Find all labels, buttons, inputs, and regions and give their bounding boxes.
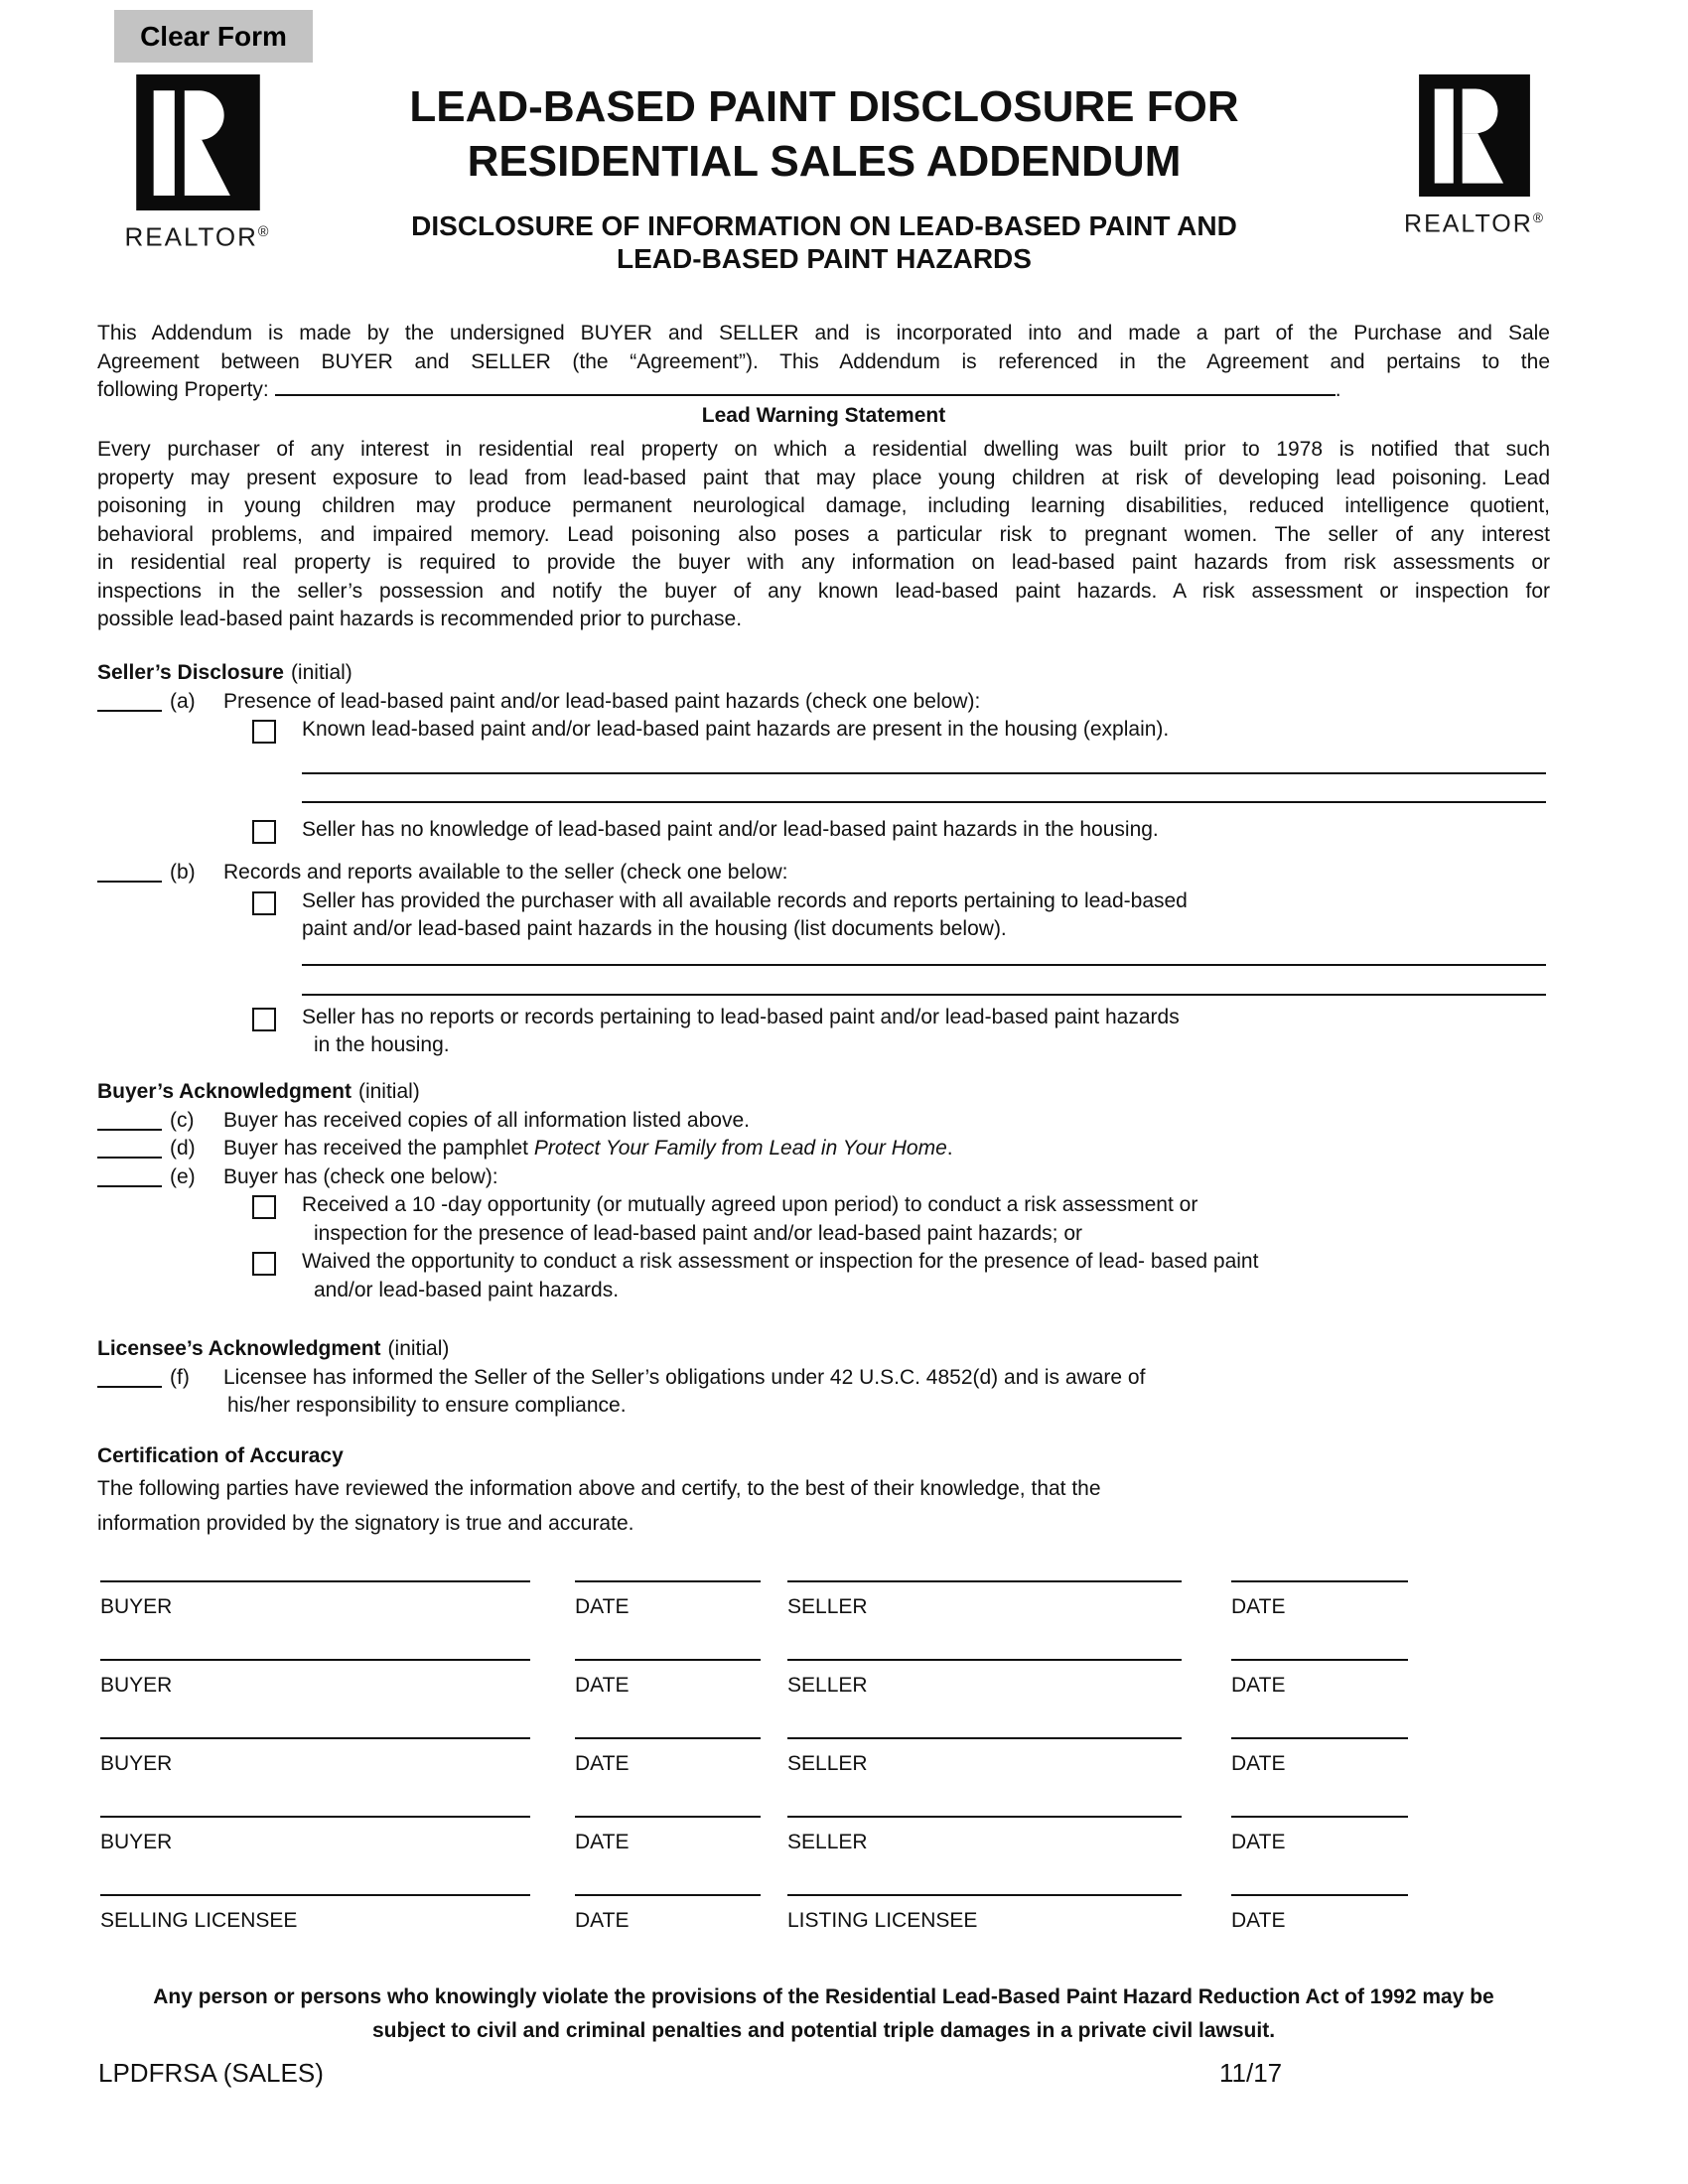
initial-field-d[interactable] [97, 1139, 162, 1159]
selling-licensee-signature-field[interactable]: SELLING LICENSEE [100, 1894, 530, 1933]
checkbox-no-knowledge[interactable] [252, 820, 276, 844]
lead-warning-heading: Lead Warning Statement [701, 404, 946, 427]
date-field[interactable]: DATE [1231, 1737, 1408, 1776]
realtor-r-icon [1415, 74, 1534, 197]
option-10-day-opportunity: Received a 10 -day opportunity (or mutually agreed upon period) to conduct a risk assessment or inspection for the presence of lead-based paint and/or lead-based paint hazards; or [97, 1191, 1550, 1248]
licensee-acknowledgment-section [97, 1335, 1550, 1421]
form-subtitle: DISCLOSURE OF INFORMATION ON LEAD-BASED PAINT AND LEAD-BASED PAINT HAZARDS [411, 210, 1237, 274]
documents-line-1[interactable] [302, 944, 1546, 966]
seller-signature-field[interactable]: SELLER [787, 1816, 1182, 1854]
legal-notice: Any person or persons who knowingly violate the provisions of the Residential Lead-Based Paint Hazard Reduction Act of 1992 may be subject to civil and criminal penalties and potential triple damages in a private civil lawsuit. [153, 1985, 1494, 2042]
initial-field-c[interactable] [97, 1111, 162, 1131]
checkbox-10-day-opportunity[interactable] [252, 1195, 276, 1219]
form-title-block [278, 79, 1370, 275]
option-records-provided: Seller has provided the purchaser with all available records and reports pertaining to lead-based paint and/or lead-based paint hazards in the housing (list documents below). [97, 887, 1550, 944]
item-f: (f) Licensee has informed the Seller of the Seller’s obligations under 42 U.S.C. 4852(d) and is aware of his/her responsibility to ensure compliance. [97, 1364, 1550, 1421]
documents-line-2[interactable] [302, 966, 1546, 996]
date-field[interactable]: DATE [575, 1737, 761, 1776]
item-a: (a) Presence of lead-based paint and/or lead-based paint hazards (check one below): [97, 688, 1550, 717]
initial-field-e[interactable] [97, 1167, 162, 1187]
item-e: (e) Buyer has (check one below): [97, 1163, 1550, 1192]
certification-section: Certification of Accuracy The following parties have reviewed the information above and certify, to the best of their knowledge, that the information provided by the signatory is true and accurate. [97, 1442, 1550, 1541]
date-field[interactable]: DATE [1231, 1659, 1408, 1698]
date-field[interactable]: DATE [1231, 1894, 1408, 1933]
page-title: RESIDENTIAL SALES ADDENDUM [467, 137, 1182, 186]
checkbox-known-lead-paint[interactable] [252, 720, 276, 744]
realtor-wordmark: REALTOR® [124, 221, 271, 252]
sellers-disclosure-section [97, 659, 1550, 1060]
date-field[interactable]: DATE [575, 1894, 761, 1933]
buyer-signature-field[interactable]: BUYER [100, 1580, 530, 1619]
section-heading: Seller’s Disclosure (initial) [97, 661, 352, 684]
buyers-acknowledgment-section [97, 1078, 1550, 1304]
explain-line-1[interactable] [302, 747, 1546, 774]
checkbox-waived-opportunity[interactable] [252, 1252, 276, 1276]
clear-form-button[interactable]: Clear Form [114, 10, 313, 63]
explain-line-2[interactable] [302, 774, 1546, 803]
signature-row [97, 1737, 1550, 1816]
signature-block [97, 1580, 1550, 1973]
realtor-wordmark: REALTOR® [1404, 209, 1545, 238]
signature-row [97, 1659, 1550, 1737]
realtor-r-icon [133, 74, 263, 210]
option-no-knowledge: Seller has no knowledge of lead-based paint and/or lead-based paint hazards in the housing. [97, 816, 1550, 845]
date-field[interactable]: DATE [1231, 1816, 1408, 1854]
option-waived-opportunity: Waived the opportunity to conduct a risk assessment or inspection for the presence of lead- based paint and/or lead-based paint hazards. [97, 1248, 1550, 1304]
form-revision-date: 11/17 [1219, 2058, 1283, 2088]
checkbox-no-records[interactable] [252, 1008, 276, 1031]
buyer-signature-field[interactable]: BUYER [100, 1737, 530, 1776]
option-known-lead-paint: Known lead-based paint and/or lead-based paint hazards are present in the housing (explain). [97, 716, 1550, 745]
seller-signature-field[interactable]: SELLER [787, 1737, 1182, 1776]
property-address-field[interactable] [275, 377, 1336, 396]
date-field[interactable]: DATE [575, 1580, 761, 1619]
date-field[interactable]: DATE [1231, 1580, 1408, 1619]
initial-field-b[interactable] [97, 863, 162, 883]
initial-field-a[interactable] [97, 692, 162, 712]
seller-signature-field[interactable]: SELLER [787, 1580, 1182, 1619]
lead-warning-paragraph: Every purchaser of any interest in residential real property on which a residential dwelling was built prior to 1978 is notified that such property may present exposure to lead from lead-based paint that may place young children at risk of developing lead poisoning. Lead poisoning in young children may produce permanent neurological damage, including learning disabilities, reduced intelligence quotient, behavioral problems, and impaired memory. Lead poisoning also poses a particular risk to pregnant women. The seller of any interest in residential real property is required to provide the buyer with any information on lead-based paint hazards from risk assessments or inspections in the seller’s possession and notify the buyer of any known lead-based paint hazards. A risk assessment or inspection for possible lead-based paint hazards is recommended prior to purchase. [97, 438, 1550, 630]
section-heading: Certification of Accuracy [97, 1444, 344, 1467]
initial-field-f[interactable] [97, 1368, 162, 1388]
item-d: (d) Buyer has received the pamphlet Protect Your Family from Lead in Your Home. [97, 1135, 1550, 1163]
pamphlet-title: Protect Your Family from Lead in Your Home [533, 1137, 947, 1160]
intro-paragraph: This Addendum is made by the undersigned BUYER and SELLER and is incorporated into and made a part of the Purchase and Sale Agreement between BUYER and SELLER (the “Agreement”). This Addendum is referenced in the Agreement and pertains to the following Property: . [97, 322, 1550, 401]
realtor-logo-left [98, 74, 297, 250]
seller-signature-field[interactable]: SELLER [787, 1659, 1182, 1698]
buyer-signature-field[interactable]: BUYER [100, 1816, 530, 1854]
realtor-logo-right [1393, 74, 1556, 236]
option-no-records: Seller has no reports or records pertaining to lead-based paint and/or lead-based paint hazards in the housing. [97, 1004, 1550, 1060]
date-field[interactable]: DATE [575, 1659, 761, 1698]
page-title: LEAD-BASED PAINT DISCLOSURE FOR [409, 82, 1239, 131]
item-b: (b) Records and reports available to the seller (check one below: [97, 859, 1550, 887]
date-field[interactable]: DATE [575, 1816, 761, 1854]
section-heading: Buyer’s Acknowledgment (initial) [97, 1080, 420, 1103]
section-heading: Licensee’s Acknowledgment (initial) [97, 1337, 450, 1360]
signature-row [97, 1580, 1550, 1659]
signature-row [97, 1816, 1550, 1894]
checkbox-records-provided[interactable] [252, 891, 276, 915]
listing-licensee-signature-field[interactable]: LISTING LICENSEE [787, 1894, 1182, 1933]
signature-row [97, 1894, 1550, 1973]
form-code: LPDFRSA (SALES) [98, 2058, 324, 2088]
buyer-signature-field[interactable]: BUYER [100, 1659, 530, 1698]
item-c: (c) Buyer has received copies of all information listed above. [97, 1107, 1550, 1136]
